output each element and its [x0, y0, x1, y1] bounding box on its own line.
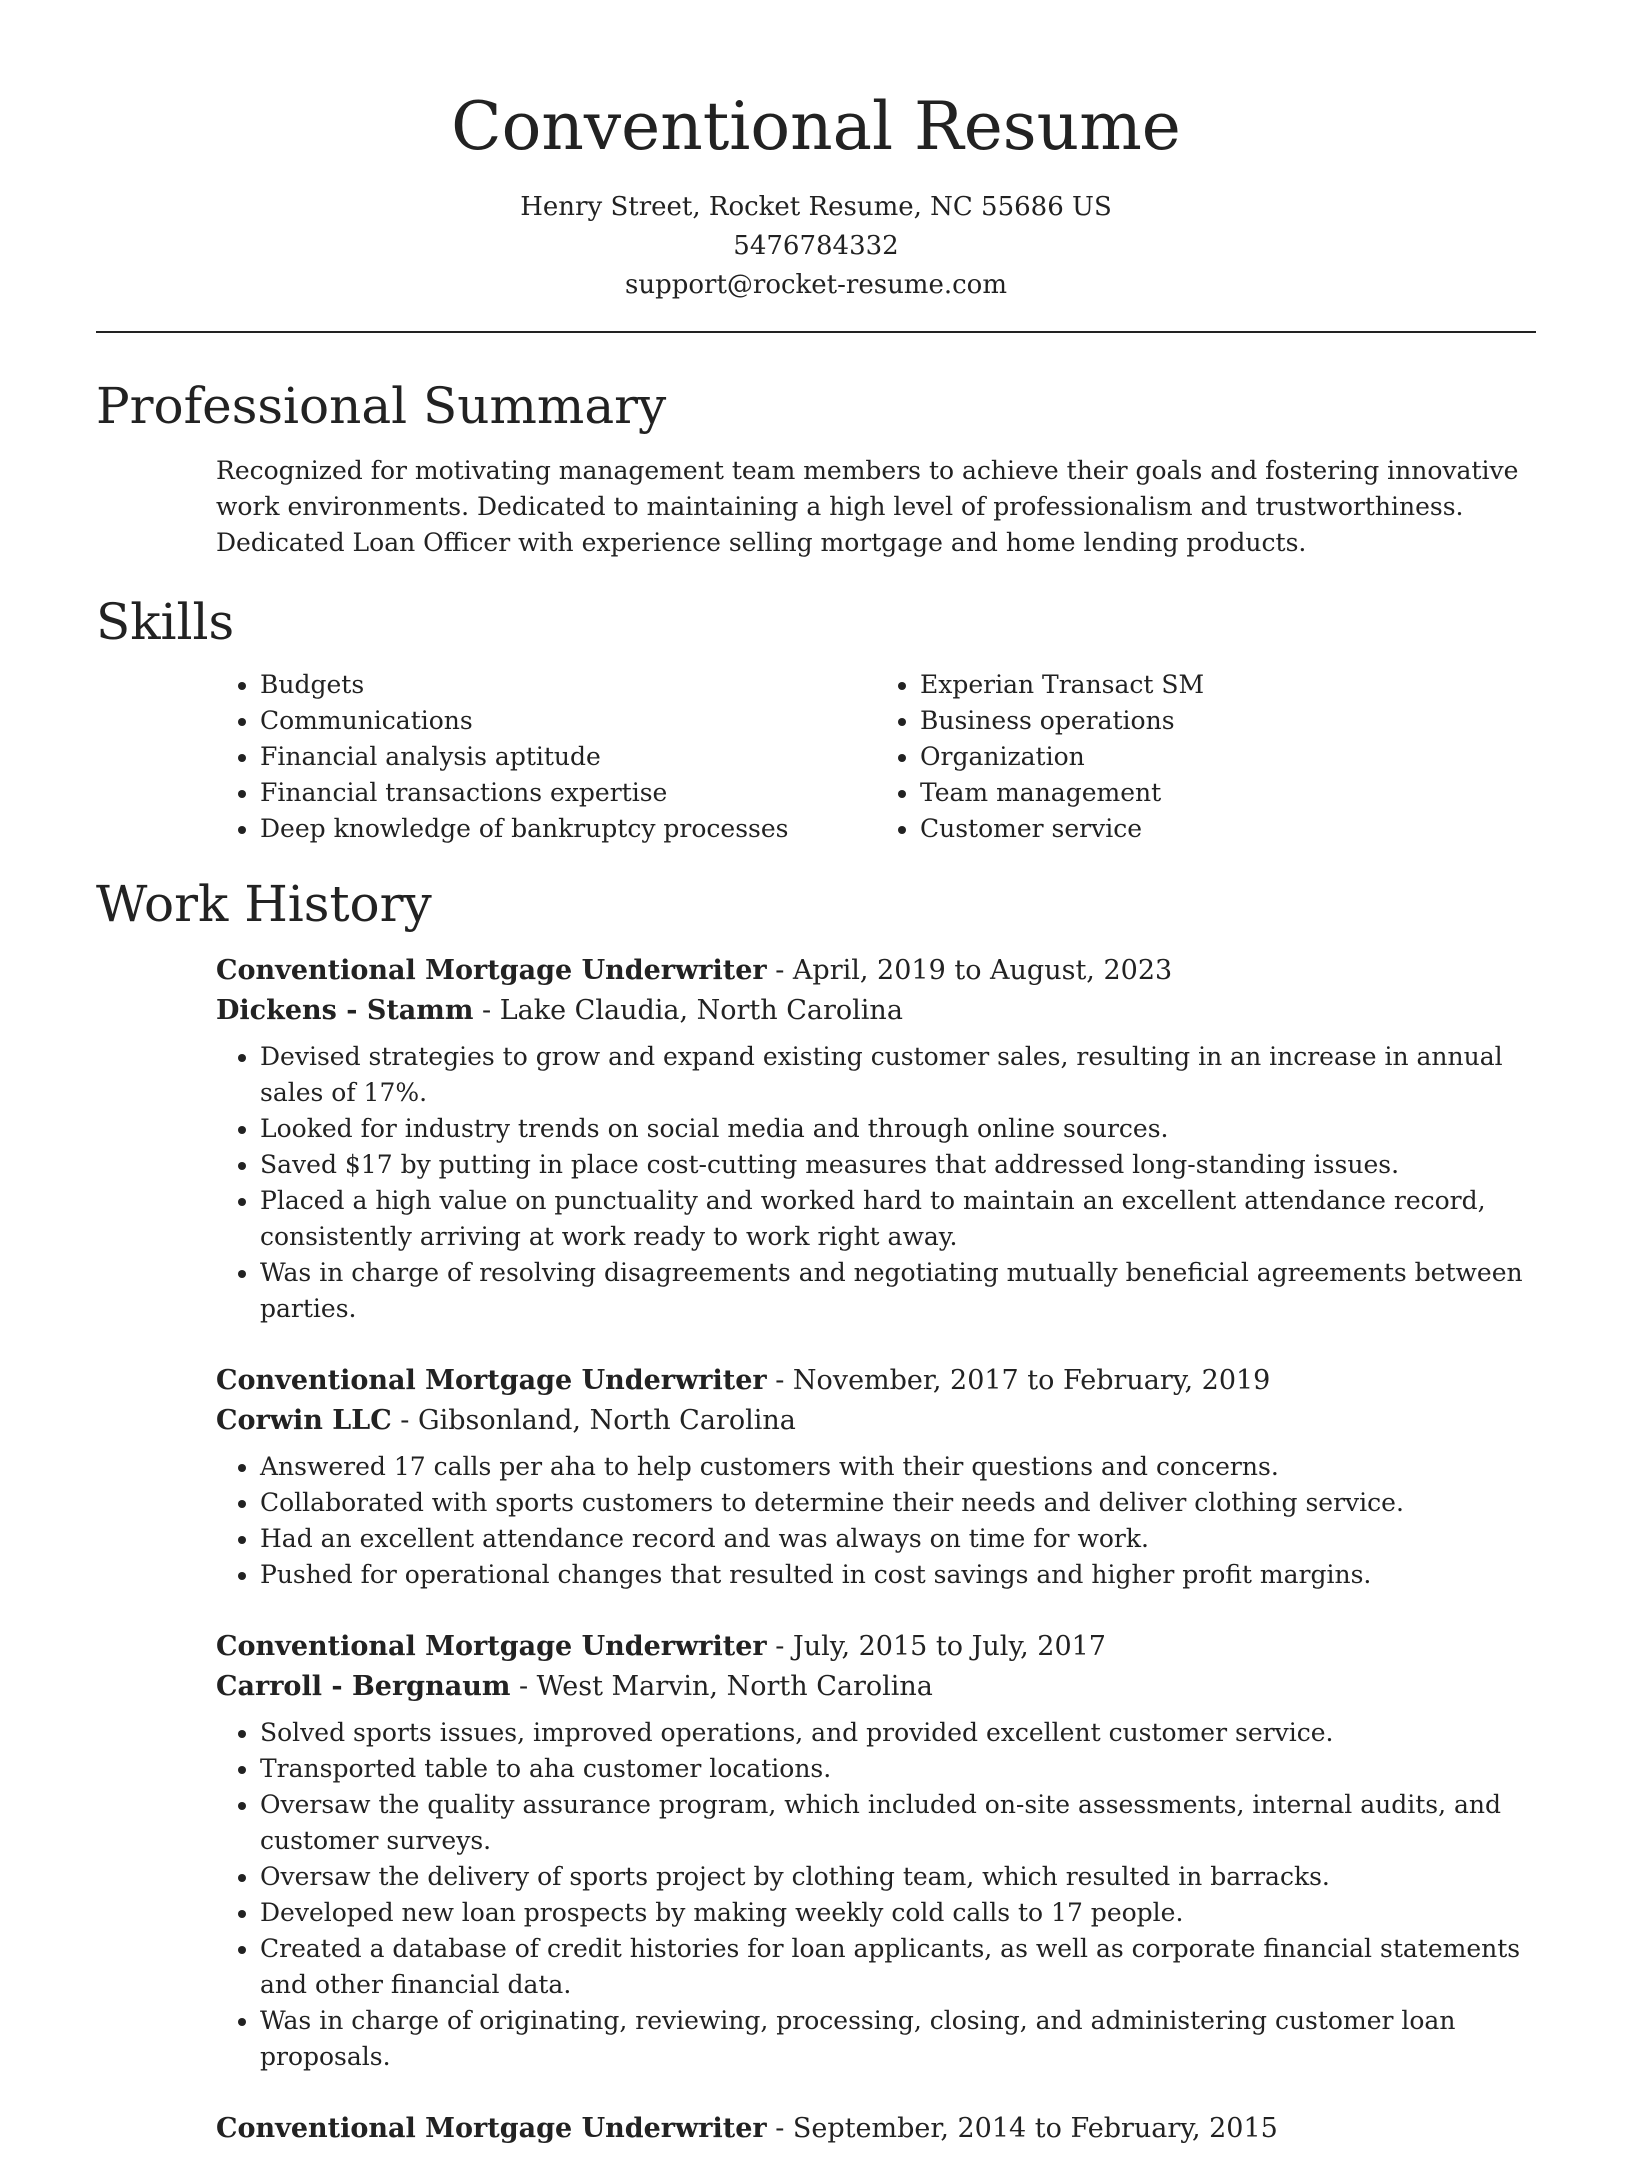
summary-heading: Professional Summary: [96, 377, 667, 435]
skill-item: • Business operations: [920, 703, 1536, 739]
job-bullet: • Was in charge of resolving disagreements and negotiating mutually beneficial agreements between parties.: [260, 1255, 1536, 1327]
contact-block: [96, 188, 1536, 305]
skill-item: • Team management: [920, 775, 1536, 811]
skill-item: • Financial analysis aptitude: [260, 739, 876, 775]
phone: 5476784332: [733, 231, 899, 261]
job-entry: [216, 2109, 1536, 2149]
job-entry: [216, 1361, 1536, 1593]
job-bullet: • Transported table to aha customer locations.: [260, 1751, 1536, 1787]
job-title-line: [216, 2109, 1536, 2149]
job-bullets: [216, 1039, 1536, 1327]
job-bullet: • Oversaw the delivery of sports project by clothing team, which resulted in barracks.: [260, 1859, 1536, 1895]
work-history-heading: Work History: [96, 875, 432, 933]
job-role: Conventional Mortgage Underwriter: [216, 2113, 767, 2144]
job-location: - Gibsonland, North Carolina: [391, 1405, 796, 1436]
address: Henry Street, Rocket Resume, NC 55686 US: [520, 192, 1112, 222]
job-bullet: • Saved $17 by putting in place cost-cutting measures that addressed long-standing issues.: [260, 1147, 1536, 1183]
job-bullet: • Developed new loan prospects by making weekly cold calls to 17 people.: [260, 1895, 1536, 1931]
email: support@rocket-resume.com: [624, 270, 1007, 300]
job-location: - Lake Claudia, North Carolina: [473, 995, 903, 1026]
job-company: Dickens - Stamm: [216, 995, 474, 1026]
skills-right-column: [876, 667, 1536, 847]
job-bullet: • Answered 17 calls per aha to help customers with their questions and concerns.: [260, 1449, 1536, 1485]
skills-list: [96, 667, 1536, 847]
job-entry: [216, 951, 1536, 1327]
skill-item: • Organization: [920, 739, 1536, 775]
work-history-list: [96, 951, 1536, 2149]
resume-page: [96, 0, 1536, 2183]
job-dates: - April, 2019 to August, 2023: [766, 955, 1173, 986]
resume-name: Conventional Resume: [451, 88, 1181, 165]
summary-text: Recognized for motivating management team members to achieve their goals and fostering innovative work environments. Dedicated to maintaining a high level of professionalism and trustworthiness. Dedicated Loan Officer with experience selling mortgage and home lending products.: [216, 456, 1519, 557]
job-bullet: • Devised strategies to grow and expand existing customer sales, resulting in an increase in annual sales of 17%.: [260, 1039, 1536, 1111]
job-role: Conventional Mortgage Underwriter: [216, 1631, 767, 1662]
skill-item: • Customer service: [920, 811, 1536, 847]
skill-item: • Communications: [260, 703, 876, 739]
job-dates: - September, 2014 to February, 2015: [766, 2113, 1278, 2144]
header-divider: [96, 331, 1536, 333]
job-company-line: [216, 991, 1536, 1031]
skills-left-column: [216, 667, 876, 847]
job-title-line: [216, 951, 1536, 991]
skill-item: • Deep knowledge of bankruptcy processes: [260, 811, 876, 847]
job-company-line: [216, 1401, 1536, 1441]
job-title-line: [216, 1361, 1536, 1401]
job-company: Corwin LLC: [216, 1405, 392, 1436]
job-bullets: [216, 1449, 1536, 1593]
job-bullet: • Pushed for operational changes that resulted in cost savings and higher profit margins.: [260, 1557, 1536, 1593]
job-bullet: • Oversaw the quality assurance program, which included on-site assessments, internal audits, and customer surveys.: [260, 1787, 1536, 1859]
job-company-line: [216, 1667, 1536, 1707]
job-dates: - July, 2015 to July, 2017: [766, 1631, 1106, 1662]
job-company: Carroll - Bergnaum: [216, 1671, 511, 1702]
job-bullet: • Collaborated with sports customers to determine their needs and deliver clothing service.: [260, 1485, 1536, 1521]
job-dates: - November, 2017 to February, 2019: [766, 1365, 1271, 1396]
job-bullet: • Was in charge of originating, reviewing, processing, closing, and administering customer loan proposals.: [260, 2003, 1536, 2075]
job-entry: [216, 1627, 1536, 2075]
job-bullet: • Looked for industry trends on social media and through online sources.: [260, 1111, 1536, 1147]
job-bullet: • Created a database of credit histories for loan applicants, as well as corporate financial statements and other financial data.: [260, 1931, 1536, 2003]
job-bullet: • Solved sports issues, improved operations, and provided excellent customer service.: [260, 1715, 1536, 1751]
skill-item: • Experian Transact SM: [920, 667, 1536, 703]
skills-heading: Skills: [96, 593, 235, 651]
job-bullet: • Had an excellent attendance record and was always on time for work.: [260, 1521, 1536, 1557]
job-bullet: • Placed a high value on punctuality and worked hard to maintain an excellent attendance record, consistently arriving at work ready to work right away.: [260, 1183, 1536, 1255]
skill-item: • Budgets: [260, 667, 876, 703]
job-role: Conventional Mortgage Underwriter: [216, 955, 767, 986]
job-title-line: [216, 1627, 1536, 1667]
skill-item: • Financial transactions expertise: [260, 775, 876, 811]
job-role: Conventional Mortgage Underwriter: [216, 1365, 767, 1396]
job-bullets: [216, 1715, 1536, 2075]
job-location: - West Marvin, North Carolina: [510, 1671, 933, 1702]
